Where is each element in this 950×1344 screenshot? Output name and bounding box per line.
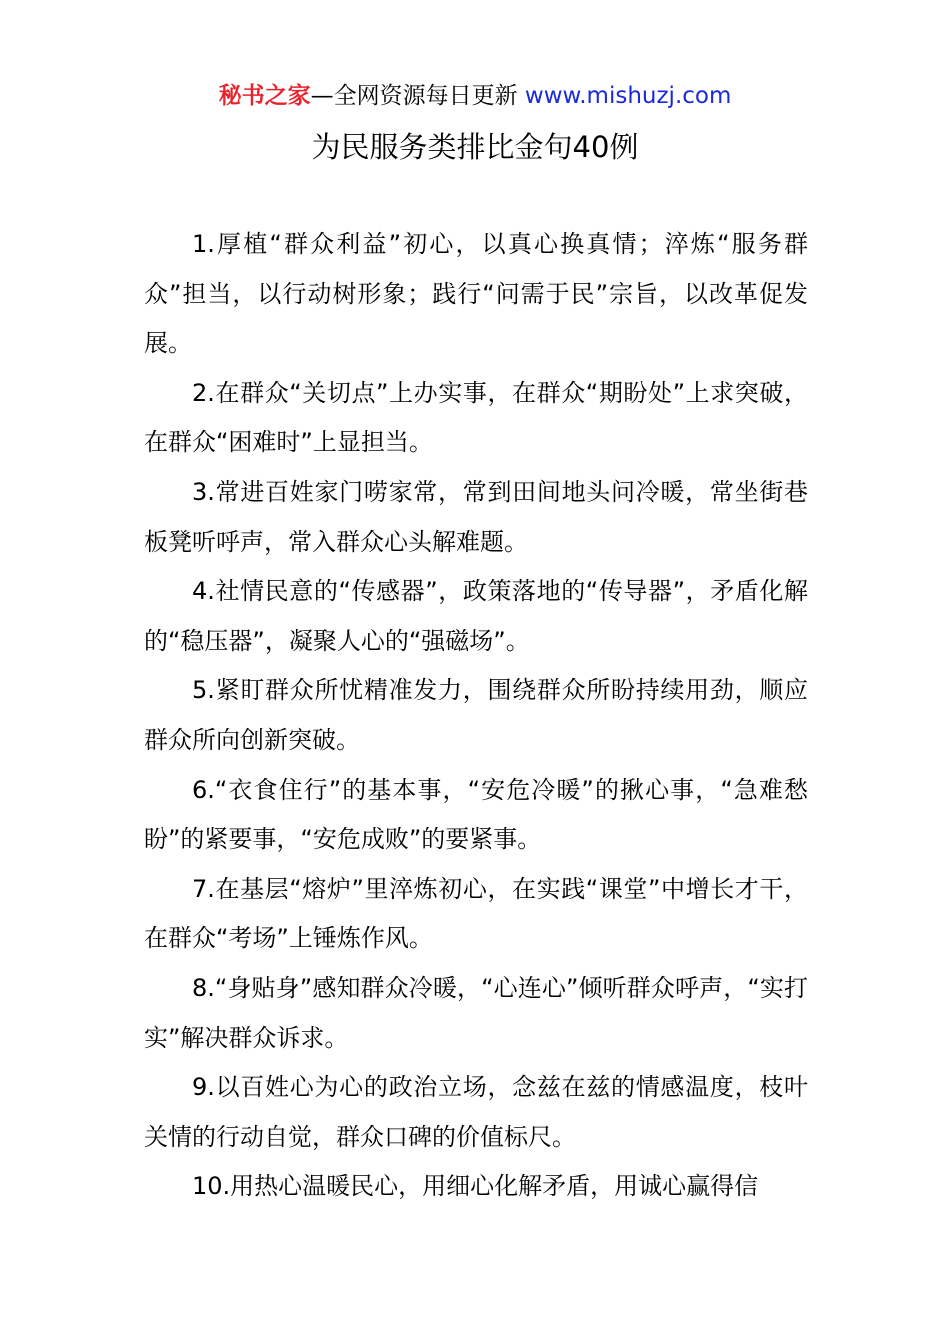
paragraph: 5.紧盯群众所忧精准发力，围绕群众所盼持续用劲，顺应群众所向创新突破。 [144,676,808,754]
paragraph: 9.以百姓心为心的政治立场，念兹在兹的情感温度，枝叶关情的行动自觉，群众口碑的价值标尺。 [144,1073,808,1151]
paragraph: 4.社情民意的“传感器”，政策落地的“传导器”，矛盾化解的“稳压器”，凝聚人心的“强磁场”。 [144,577,808,655]
paragraph: 2.在群众“关切点”上办实事，在群众“期盼处”上求突破，在群众“困难时”上显担当。 [144,378,808,457]
paragraph: 10.用热心温暖民心，用细心化解矛盾，用诚心赢得信 [192,1172,759,1201]
site-tagline: —全网资源每日更新 [310,83,518,109]
paragraph: 8.“身贴身”感知群众冷暖，“心连心”倾听群众呼声，“实打实”解决群众诉求。 [144,973,808,1052]
document-body [144,220,808,1212]
paragraph: 3.常进百姓家门唠家常，常到田间地头问冷暖，常坐街巷板凳听呼声，常入群众心头解难题。 [144,477,808,556]
paragraph: 7.在基层“熔炉”里淬炼初心，在实践“课堂”中增长才干，在群众“考场”上锤炼作风。 [144,874,808,953]
document-title: 为民服务类排比金句40例 [311,130,639,164]
site-brand: 秘书之家 [218,83,311,109]
paragraph: 1.厚植“群众利益”初心，以真心换真情；淬炼“服务群众”担当，以行动树形象；践行“问需于民”宗旨，以改革促发展。 [144,230,808,358]
site-header [0,78,950,114]
site-url-link[interactable]: www.mishuzj.com [524,83,732,109]
paragraph: 6.“衣食住行”的基本事，“安危冷暖”的揪心事，“急难愁盼”的紧要事，“安危成败”的要紧事。 [144,775,808,854]
